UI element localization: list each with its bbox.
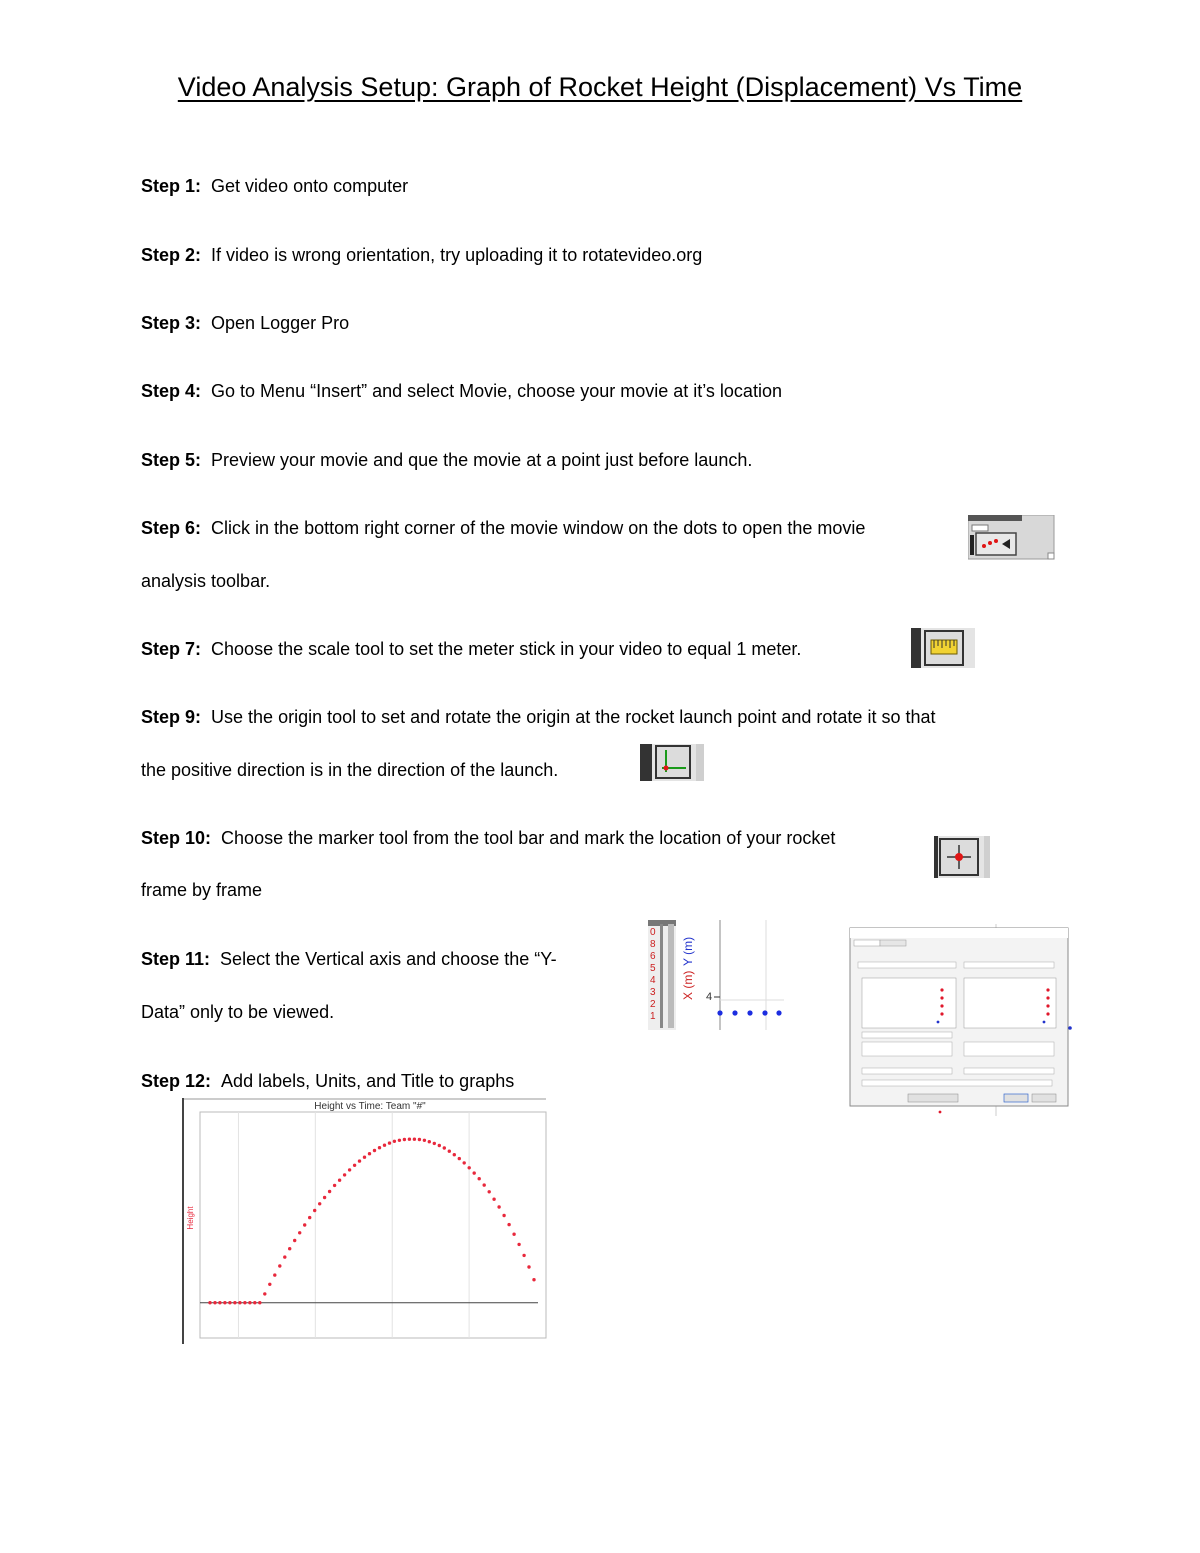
- data-point: [298, 1231, 301, 1234]
- data-point: [433, 1142, 436, 1145]
- data-point: [353, 1164, 356, 1167]
- data-point: [318, 1202, 321, 1205]
- step-text: Add labels, Units, and Title to graphs: [221, 1071, 515, 1091]
- data-point: [398, 1139, 401, 1142]
- marker-tool-icon: [934, 836, 990, 878]
- x-axis-option: X (m): [681, 970, 695, 1000]
- step-text: Get video onto computer: [211, 176, 409, 196]
- step-1: [141, 175, 408, 197]
- step-9-continued: [141, 759, 558, 781]
- data-point: [483, 1183, 486, 1186]
- data-point: [348, 1168, 351, 1171]
- svg-text:4: 4: [650, 975, 656, 986]
- data-point: [413, 1138, 416, 1141]
- step-label: Step 1:: [141, 176, 202, 196]
- step-2: [141, 244, 702, 266]
- step-text: Open Logger Pro: [211, 313, 350, 333]
- axis-tick: 4: [706, 991, 713, 1003]
- data-point: [468, 1166, 471, 1169]
- step-10-continued: [141, 879, 262, 901]
- step-text: Preview your movie and que the movie at a point just before launch.: [211, 450, 753, 470]
- movie-analysis-toggle-screenshot: [968, 515, 1056, 561]
- data-point: [418, 1138, 421, 1141]
- step-6: [141, 517, 865, 539]
- data-point: [403, 1138, 406, 1141]
- data-point: [223, 1301, 226, 1304]
- step-12: [141, 1070, 514, 1092]
- vertical-axis-screenshot: [648, 920, 784, 1030]
- step-label: Step 2:: [141, 245, 202, 265]
- data-point: [338, 1179, 341, 1182]
- data-point: [258, 1301, 261, 1304]
- data-point: [448, 1150, 451, 1153]
- data-point: [233, 1301, 236, 1304]
- step-9: [141, 706, 935, 728]
- step-text: the positive direction is in the direction of the launch.: [141, 760, 559, 780]
- step-10: [141, 827, 835, 849]
- data-point: [512, 1233, 515, 1236]
- data-point: [268, 1283, 271, 1286]
- step-11: [141, 948, 557, 970]
- data-point: [343, 1173, 346, 1176]
- step-text: If video is wrong orientation, try uploading it to rotatevideo.org: [211, 245, 703, 265]
- data-point: [243, 1301, 246, 1304]
- data-point: [308, 1216, 311, 1219]
- chart-area: [180, 1098, 548, 1344]
- step-4: [141, 380, 782, 402]
- step-label: Step 11:: [141, 949, 211, 969]
- data-point: [458, 1157, 461, 1160]
- data-point: [497, 1205, 500, 1208]
- step-5: [141, 449, 752, 471]
- step-11-continued: [141, 1001, 334, 1023]
- step-7: [141, 638, 801, 660]
- data-point: [213, 1301, 216, 1304]
- step-text: Click in the bottom right corner of the movie window on the dots to open the movie: [211, 518, 866, 538]
- data-point: [273, 1273, 276, 1276]
- data-point: [208, 1301, 211, 1304]
- step-text: Choose the marker tool from the tool bar and mark the location of your rocket: [221, 828, 836, 848]
- data-point: [428, 1140, 431, 1143]
- step-label: Step 7:: [141, 639, 202, 659]
- step-label: Step 10:: [141, 828, 212, 848]
- step-text: Use the origin tool to set and rotate the origin at the rocket launch point and rotate it so that: [211, 707, 936, 727]
- data-point: [443, 1146, 446, 1149]
- data-point: [253, 1301, 256, 1304]
- chart-title: Height vs Time: Team "#": [314, 1101, 426, 1112]
- data-point: [478, 1177, 481, 1180]
- step-3: [141, 312, 349, 334]
- data-point: [358, 1159, 361, 1162]
- step-text: analysis toolbar.: [141, 571, 271, 591]
- data-point: [333, 1184, 336, 1187]
- page-title: Video Analysis Setup: Graph of Rocket Height (Displacement) Vs Time: [177, 72, 1023, 102]
- data-point: [238, 1301, 241, 1304]
- step-text: Choose the scale tool to set the meter stick in your video to equal 1 meter.: [211, 639, 802, 659]
- height-vs-time-graph: [180, 1098, 548, 1344]
- data-point: [522, 1254, 525, 1257]
- origin-tool-icon: [640, 744, 704, 781]
- data-point: [373, 1149, 376, 1152]
- data-point: [423, 1139, 426, 1142]
- data-point: [473, 1171, 476, 1174]
- svg-text:5: 5: [650, 963, 656, 974]
- graph-options-dialog-screenshot: [848, 924, 1072, 1116]
- data-point: [303, 1223, 306, 1226]
- step-label: Step 6:: [141, 518, 202, 538]
- data-point: [378, 1146, 381, 1149]
- step-6-continued: [141, 570, 270, 592]
- svg-text:3: 3: [650, 987, 656, 998]
- step-text: Select the Vertical axis and choose the “Y-: [220, 949, 557, 969]
- data-point: [492, 1198, 495, 1201]
- data-point: [527, 1265, 530, 1268]
- data-point: [488, 1190, 491, 1193]
- y-axis-option: Y (m): [681, 936, 695, 966]
- svg-text:8: 8: [650, 939, 656, 950]
- data-point: [283, 1255, 286, 1258]
- step-label: Step 5:: [141, 450, 202, 470]
- data-point: [393, 1140, 396, 1143]
- scale-tool-icon: [911, 628, 975, 668]
- data-point: [368, 1152, 371, 1155]
- step-label: Step 9:: [141, 707, 202, 727]
- data-point: [507, 1223, 510, 1226]
- data-point: [323, 1196, 326, 1199]
- data-point: [383, 1144, 386, 1147]
- data-point: [263, 1292, 266, 1295]
- step-text: Go to Menu “Insert” and select Movie, choose your movie at it’s location: [211, 381, 782, 401]
- data-point: [313, 1209, 316, 1212]
- data-point: [363, 1156, 366, 1159]
- data-point: [408, 1138, 411, 1141]
- step-text: Data” only to be viewed.: [141, 1002, 335, 1022]
- data-point: [463, 1161, 466, 1164]
- svg-text:6: 6: [650, 951, 656, 962]
- data-point: [328, 1190, 331, 1193]
- step-label: Step 4:: [141, 381, 202, 401]
- data-point: [248, 1301, 251, 1304]
- data-point: [532, 1278, 535, 1281]
- data-point: [288, 1247, 291, 1250]
- step-label: Step 12:: [141, 1071, 212, 1091]
- y-axis-label: Height: [186, 1206, 195, 1230]
- data-point: [228, 1301, 231, 1304]
- data-point: [517, 1243, 520, 1246]
- data-point: [502, 1214, 505, 1217]
- data-point: [293, 1239, 296, 1242]
- data-point: [218, 1301, 221, 1304]
- step-label: Step 3:: [141, 313, 202, 333]
- step-text: frame by frame: [141, 880, 263, 900]
- data-point: [388, 1141, 391, 1144]
- svg-text:1: 1: [650, 1011, 656, 1022]
- data-point: [278, 1264, 281, 1267]
- data-point: [453, 1153, 456, 1156]
- svg-text:0: 0: [650, 927, 656, 938]
- svg-text:2: 2: [650, 999, 656, 1010]
- data-point: [438, 1144, 441, 1147]
